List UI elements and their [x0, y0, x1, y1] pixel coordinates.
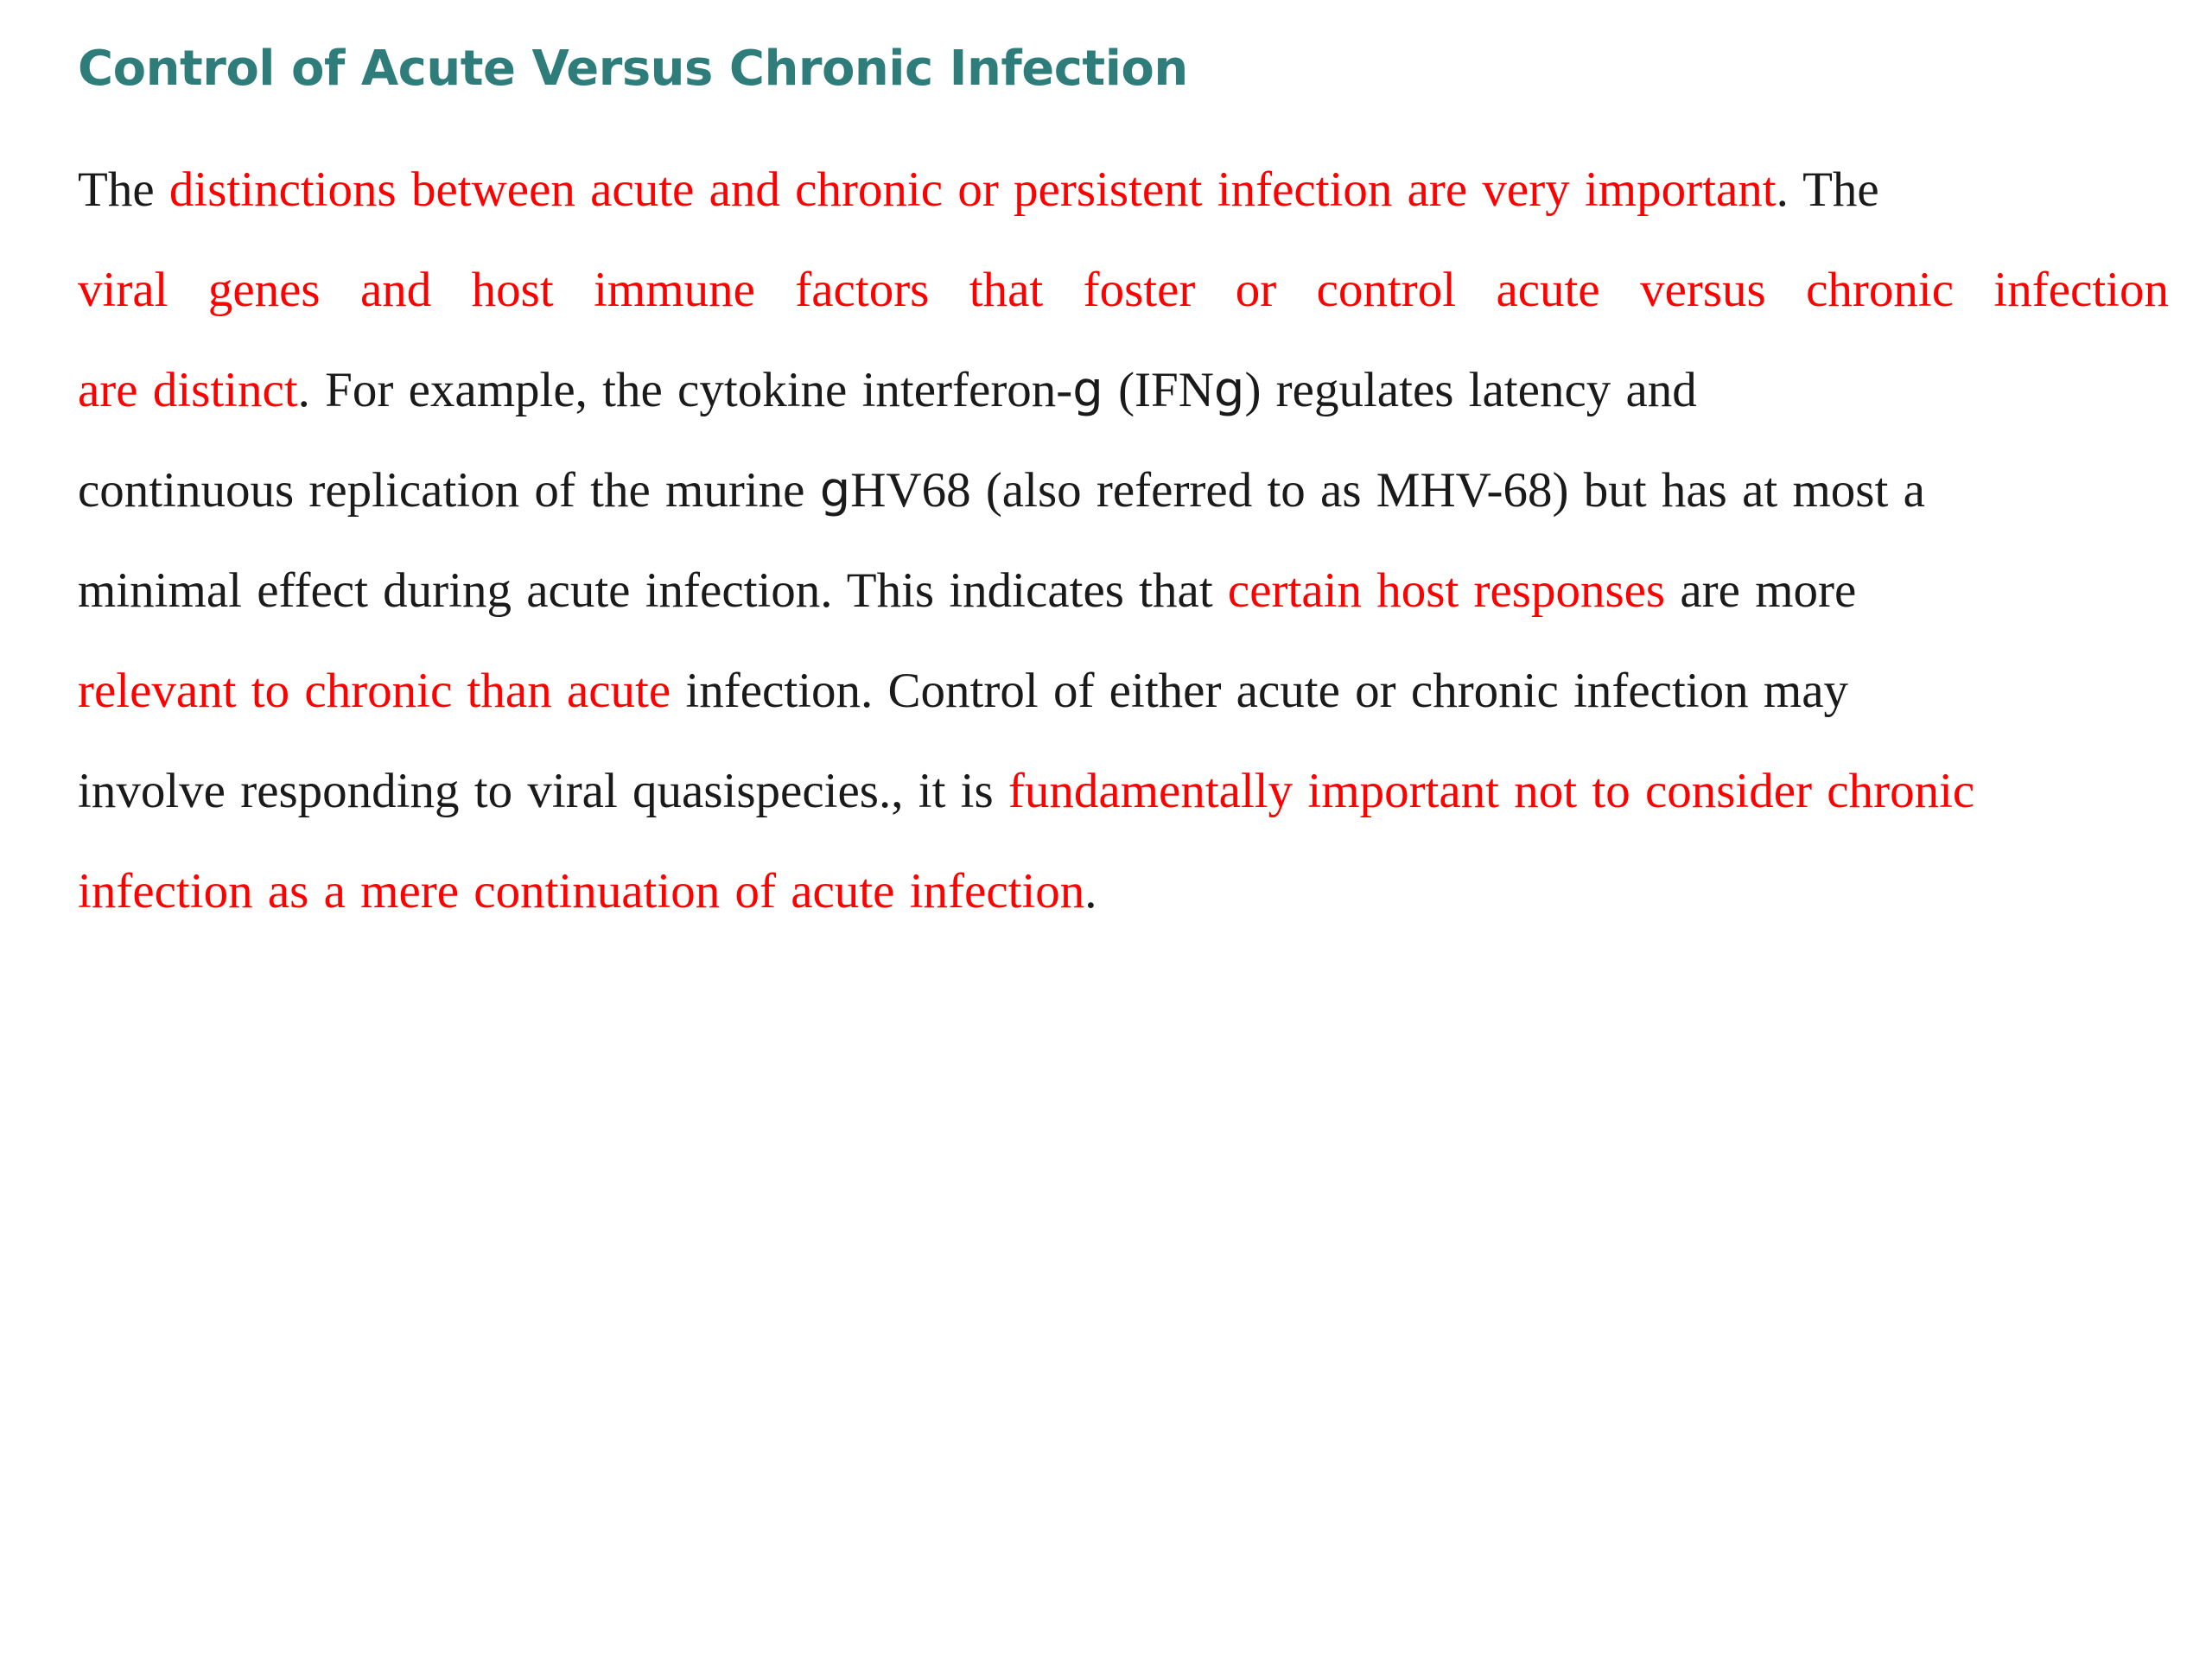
text-segment: . The — [1776, 162, 1879, 217]
paragraph-line-7 — [78, 741, 2169, 842]
highlighted-text: distinctions between acute and chronic or persistent infection are very important — [168, 162, 1777, 217]
body-paragraph — [78, 140, 2169, 942]
text-segment: minimal effect during acute infection. This indicates that — [78, 563, 1228, 618]
paragraph-line-8 — [78, 842, 2169, 942]
text-segment: . — [1084, 864, 1097, 918]
gamma-symbol: g — [1213, 362, 1245, 418]
paragraph-line-4 — [78, 441, 2169, 541]
gamma-symbol: g — [1072, 362, 1103, 418]
text-segment: The — [78, 162, 169, 217]
text-segment: HV68 (also referred to as MHV-68) but has at most a — [850, 463, 1925, 518]
paragraph-line-5 — [78, 541, 2169, 641]
slide-title: Control of Acute Versus Chronic Infection — [78, 41, 1188, 97]
paragraph-line-1 — [78, 140, 2169, 240]
highlighted-text: infection as a mere continuation of acute infection — [78, 864, 1085, 918]
gamma-symbol: g — [819, 462, 851, 518]
paragraph-line-6 — [78, 641, 2169, 741]
text-segment: infection. Control of either acute or chronic infection may — [671, 664, 1849, 718]
highlighted-text: fundamentally important not to consider chronic — [1007, 764, 1975, 818]
text-segment: are more — [1665, 563, 1857, 618]
text-segment: (IFN — [1103, 363, 1214, 417]
highlighted-text: relevant to chronic than acute — [78, 664, 671, 718]
paragraph-line-2 — [78, 240, 2169, 340]
paragraph-line-3 — [78, 340, 2169, 441]
text-segment: . For example, the cytokine interferon- — [297, 363, 1073, 417]
text-segment: involve responding to viral quasispecies., it is — [78, 764, 1008, 818]
text-segment: continuous replication of the murine — [78, 463, 820, 518]
highlighted-text: are distinct — [78, 363, 298, 417]
highlighted-text: viral genes and host immune factors that foster or control acute versus chronic infection — [78, 263, 2169, 317]
text-segment: ) regulates latency and — [1244, 363, 1697, 417]
highlighted-text: certain host responses — [1227, 563, 1666, 618]
